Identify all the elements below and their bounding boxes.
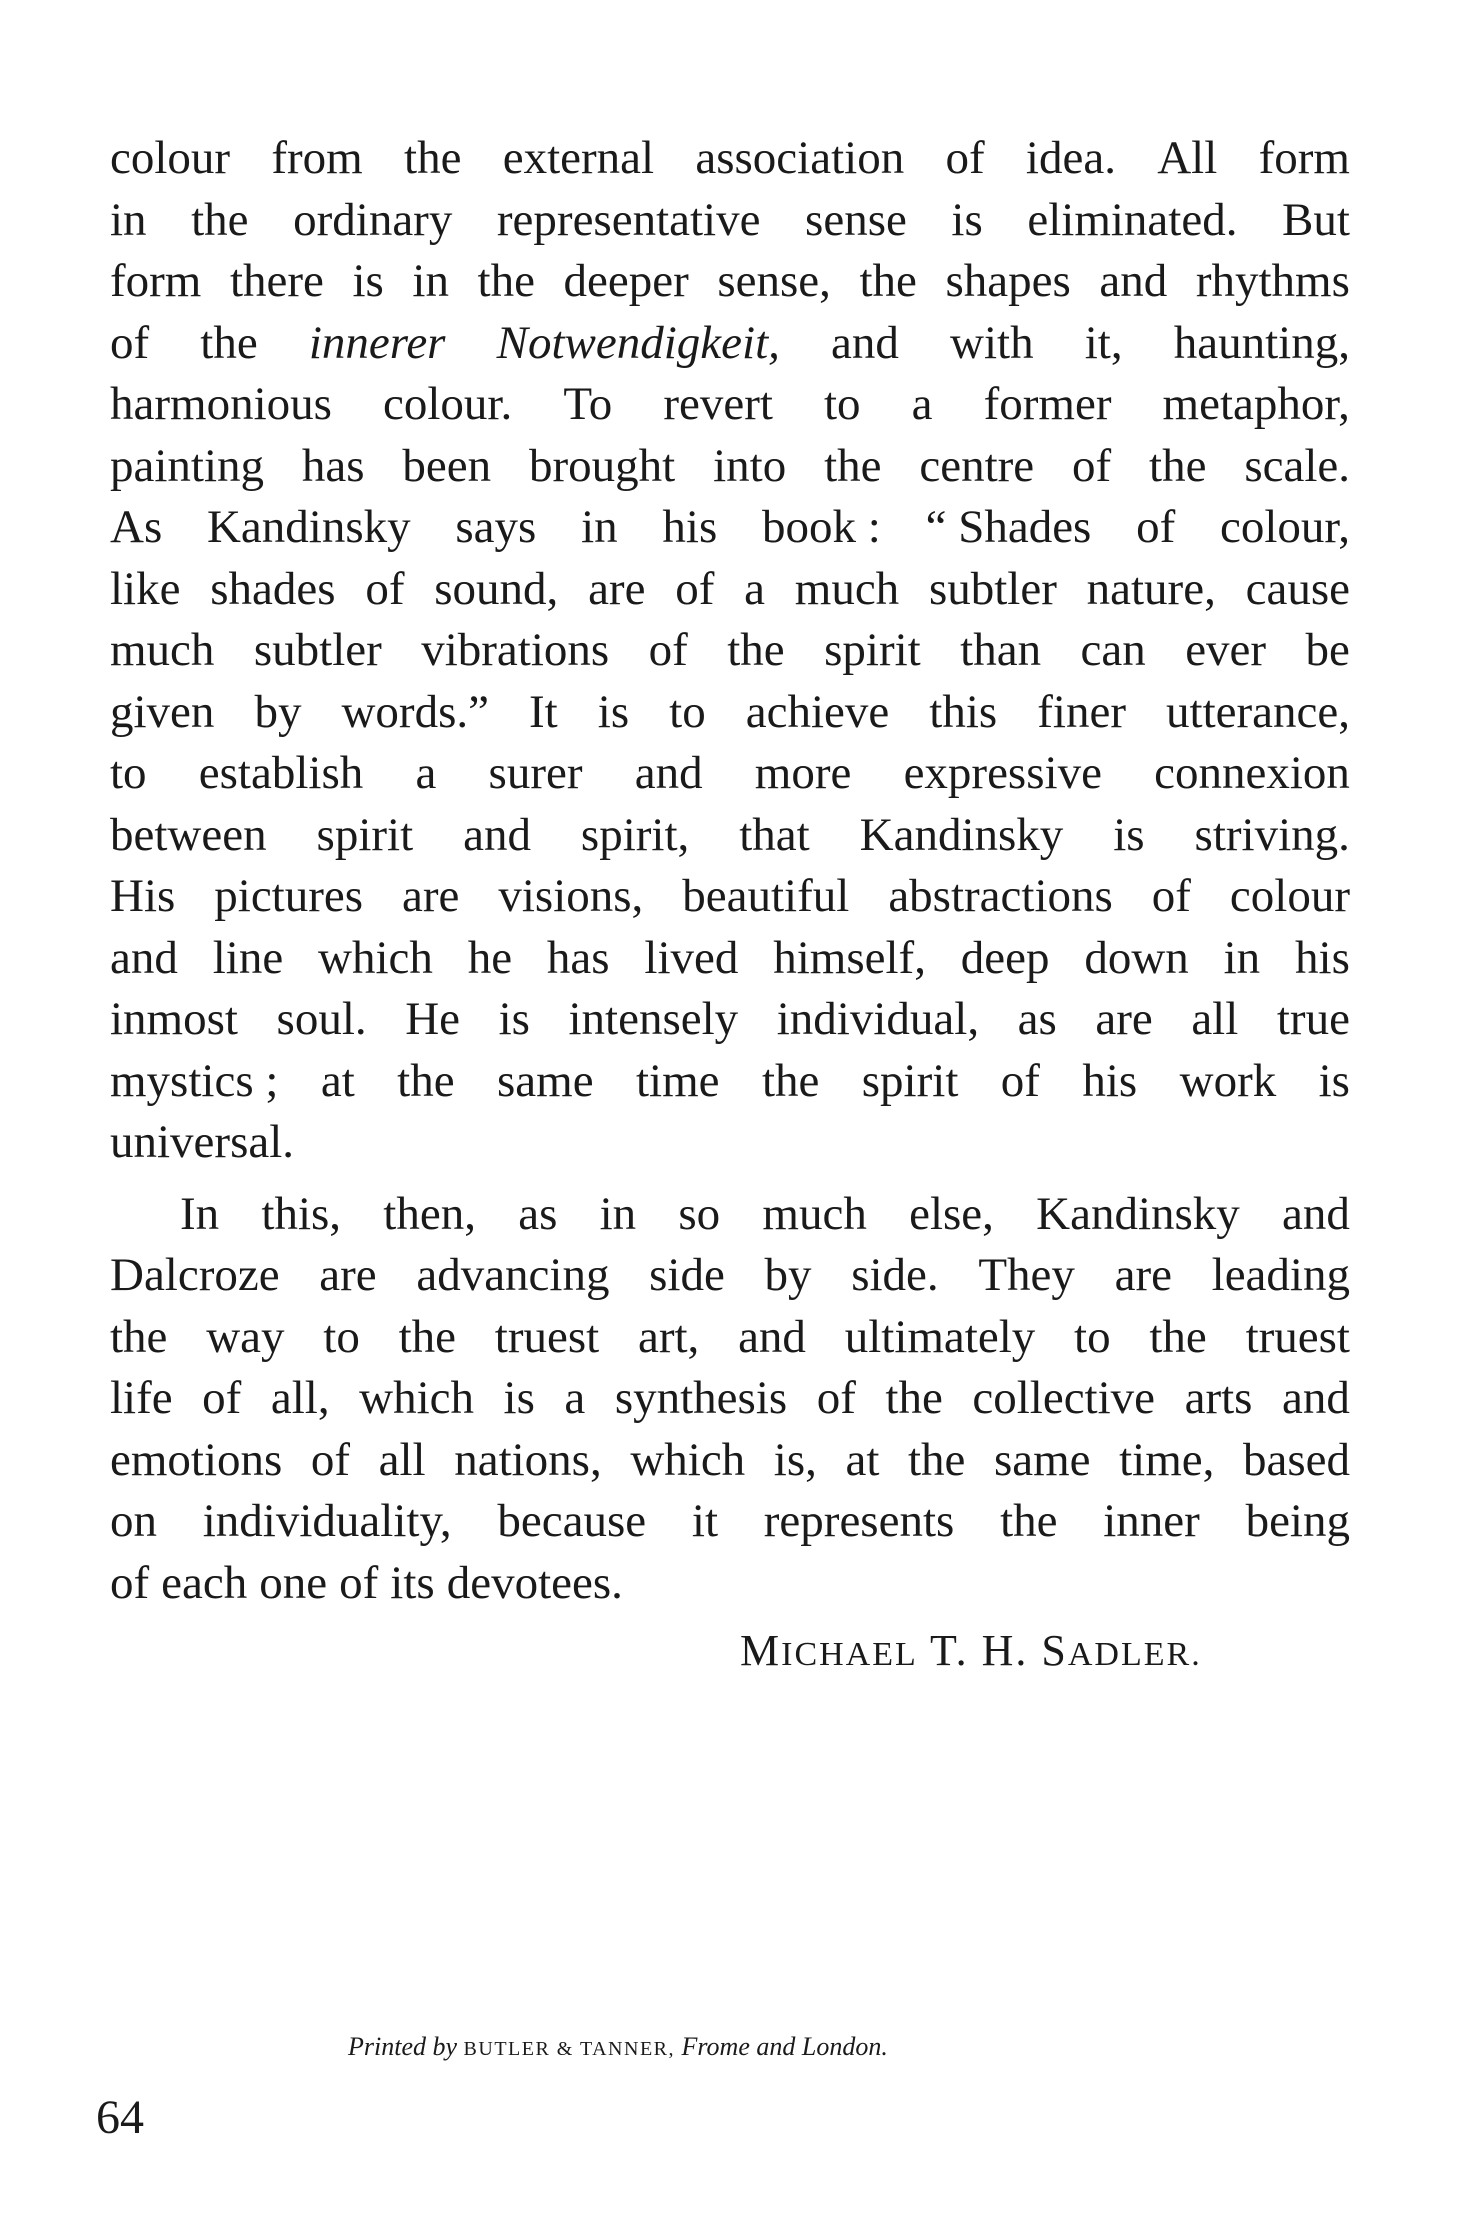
word: be	[1305, 624, 1350, 676]
word: striving.	[1194, 808, 1350, 861]
word: from	[271, 132, 363, 184]
word: is	[597, 685, 630, 738]
word: sound,	[434, 562, 559, 615]
word: of	[1151, 870, 1191, 922]
word: on	[110, 1495, 157, 1547]
word: pictures	[214, 870, 364, 922]
word: all	[1191, 993, 1239, 1045]
word: himself,	[773, 931, 926, 984]
word: soul.	[276, 993, 367, 1045]
word: has	[301, 439, 365, 492]
word: same	[497, 1054, 594, 1107]
word: of	[816, 1372, 856, 1424]
signature-middle-initials: T. H.	[930, 1626, 1029, 1675]
word: He	[405, 993, 461, 1045]
word: of	[1072, 439, 1112, 492]
word: and	[110, 931, 178, 984]
word: it,	[1084, 316, 1123, 369]
word: achieve	[745, 685, 890, 738]
word: Kandinsky	[859, 808, 1064, 861]
word: at	[320, 1054, 355, 1107]
word: same	[993, 1433, 1091, 1486]
word: words.”	[341, 685, 489, 738]
word: is	[503, 1372, 535, 1424]
word: scale.	[1244, 439, 1350, 492]
text-line-10	[110, 682, 1350, 744]
word: colour.	[383, 378, 513, 430]
word: his	[1295, 931, 1350, 984]
word: is	[951, 193, 983, 246]
text-line-2	[110, 190, 1350, 252]
word: spirit,	[580, 808, 690, 861]
word: connexion	[1154, 747, 1350, 799]
word: a	[564, 1372, 586, 1424]
word: association	[695, 132, 905, 184]
word: than	[960, 624, 1042, 676]
word: been	[402, 439, 492, 492]
word: like	[110, 562, 181, 615]
word: form	[110, 255, 202, 307]
word: Notwendigkeit,	[496, 316, 780, 369]
signature-surname-initial: S	[1041, 1626, 1068, 1675]
word: of	[648, 624, 688, 676]
word: is,	[773, 1433, 817, 1486]
word: is	[1113, 808, 1145, 861]
word: the	[824, 439, 882, 492]
word: the	[761, 1054, 820, 1107]
word: much	[110, 624, 215, 676]
word: the	[200, 316, 258, 369]
word: which	[318, 931, 433, 984]
text-line-6	[110, 436, 1350, 498]
word: in	[1223, 931, 1261, 984]
word: to	[669, 685, 706, 738]
word: his	[1082, 1054, 1138, 1107]
word: emotions	[110, 1433, 283, 1486]
word: can	[1080, 624, 1146, 676]
word: is	[1318, 1054, 1350, 1107]
word: rhythms	[1195, 255, 1350, 307]
word: nations,	[454, 1433, 602, 1486]
word: time	[635, 1054, 720, 1107]
word: being	[1245, 1495, 1350, 1547]
word: of	[675, 562, 715, 615]
word: visions,	[498, 870, 644, 922]
page-number: 64	[96, 2091, 144, 2144]
word: and	[738, 1310, 806, 1363]
word: the	[404, 132, 462, 184]
word: way	[206, 1310, 285, 1363]
word: All	[1157, 132, 1218, 184]
word: universal.	[110, 1116, 295, 1168]
imprint-printer: BUTLER & TANNER,	[463, 2038, 676, 2060]
word: this,	[261, 1187, 342, 1240]
printer-imprint	[348, 2032, 888, 2062]
word: and	[1099, 255, 1168, 307]
word: its	[390, 1556, 435, 1609]
word: are	[319, 1249, 377, 1301]
word: the	[110, 1310, 168, 1363]
word: deeper	[563, 255, 689, 307]
word: at	[845, 1433, 880, 1486]
text-line-19	[110, 1245, 1350, 1307]
word: “ Shades	[925, 501, 1092, 553]
text-line-23	[110, 1491, 1350, 1553]
signature-surname: ADLER.	[1067, 1636, 1202, 1673]
text-line-20	[110, 1307, 1350, 1369]
text-line-14	[110, 928, 1350, 990]
word: They	[978, 1249, 1075, 1301]
word: cause	[1245, 562, 1350, 615]
word: which	[630, 1433, 746, 1486]
word: form	[1258, 132, 1350, 184]
word: side	[649, 1249, 725, 1301]
word: It	[529, 685, 558, 738]
word: the	[859, 255, 917, 307]
word: side.	[851, 1249, 939, 1301]
word: then,	[383, 1187, 476, 1240]
word: are	[402, 870, 460, 922]
word: of	[339, 1556, 379, 1609]
word: external	[502, 132, 655, 184]
word: harmonious	[110, 378, 332, 430]
word: nature,	[1086, 562, 1216, 615]
text-line-12	[110, 805, 1350, 867]
word: life	[110, 1372, 173, 1424]
word: Kandinsky	[206, 501, 411, 553]
word: between	[110, 808, 267, 861]
word: sense,	[717, 255, 831, 307]
word: of	[945, 132, 985, 184]
word: brought	[529, 439, 676, 492]
word: so	[678, 1187, 721, 1240]
word: the	[1000, 1495, 1058, 1547]
author-signature	[740, 1625, 1202, 1676]
word: art,	[637, 1310, 700, 1363]
word: spirit	[316, 808, 414, 861]
word: of	[110, 1556, 150, 1609]
word: his	[662, 501, 718, 553]
imprint-printed-by: Printed by	[348, 2032, 458, 2061]
word: to	[824, 378, 861, 430]
word: of	[202, 1372, 242, 1424]
word: a	[415, 747, 437, 799]
word: haunting,	[1173, 316, 1350, 369]
word: and	[831, 316, 899, 369]
word: expressive	[903, 747, 1102, 799]
word: ordinary	[293, 193, 453, 246]
word: mystics ;	[110, 1054, 279, 1107]
word: the	[907, 1433, 966, 1486]
word: all	[378, 1433, 426, 1486]
word: and	[463, 808, 531, 861]
word: into	[713, 439, 787, 492]
word: eliminated.	[1027, 193, 1238, 246]
word: shades	[210, 562, 336, 615]
word: that	[739, 808, 810, 861]
word: truest	[494, 1310, 600, 1363]
word: vibrations	[421, 624, 610, 676]
word: devotees.	[446, 1556, 623, 1609]
text-line-8	[110, 559, 1350, 621]
word: the	[1149, 439, 1207, 492]
word: lived	[644, 931, 739, 984]
word: truest	[1245, 1310, 1350, 1363]
word: colour	[110, 132, 231, 184]
word: former	[983, 378, 1112, 430]
word: as	[518, 1187, 558, 1240]
word: is	[352, 255, 384, 307]
word: shapes	[945, 255, 1071, 307]
word: establish	[198, 747, 364, 799]
word: one	[259, 1556, 328, 1609]
word: there	[229, 255, 324, 307]
word: But	[1282, 193, 1350, 246]
word: abstractions	[888, 870, 1113, 922]
text-line-4	[110, 313, 1350, 375]
text-line-22	[110, 1430, 1350, 1492]
word: to	[323, 1310, 360, 1363]
word: subtler	[253, 624, 382, 676]
word: because	[497, 1495, 647, 1547]
word: Dalcroze	[110, 1249, 280, 1301]
word: idea.	[1025, 132, 1116, 184]
word: a	[911, 378, 933, 430]
word: based	[1242, 1433, 1350, 1486]
text-line-24	[110, 1553, 1350, 1615]
word: book :	[762, 501, 881, 553]
word: As	[110, 501, 163, 553]
word: sense	[805, 193, 907, 246]
word: to	[110, 747, 147, 799]
word: in	[412, 255, 449, 307]
word: advancing	[416, 1249, 610, 1301]
word: much	[762, 1187, 867, 1240]
word: individual,	[776, 993, 980, 1045]
word: time,	[1119, 1433, 1215, 1486]
word: of	[110, 316, 150, 369]
signature-initial: M	[740, 1626, 782, 1675]
word: leading	[1211, 1249, 1350, 1301]
word: subtler	[928, 562, 1057, 615]
word: ever	[1185, 624, 1267, 676]
word: Kandinsky	[1036, 1187, 1240, 1240]
word: has	[546, 931, 610, 984]
word: and	[1282, 1187, 1350, 1240]
word: surer	[488, 747, 583, 799]
word: all,	[270, 1372, 330, 1424]
word: else,	[909, 1187, 994, 1240]
word: the	[1149, 1310, 1207, 1363]
word: representative	[496, 193, 761, 246]
word: work	[1179, 1054, 1277, 1107]
word: this	[929, 685, 998, 738]
word: to	[1074, 1310, 1111, 1363]
word: represents	[763, 1495, 955, 1547]
word: of	[310, 1433, 351, 1486]
word: utterance,	[1166, 685, 1350, 738]
word: inmost	[110, 993, 238, 1045]
word: a	[744, 562, 765, 615]
word: says	[455, 501, 537, 553]
text-line-21	[110, 1368, 1350, 1430]
text-line-16	[110, 1051, 1350, 1113]
word: individuality,	[202, 1495, 452, 1547]
word: in	[110, 193, 147, 246]
text-line-18	[110, 1184, 1350, 1246]
word: beautiful	[682, 870, 850, 922]
word: are	[1114, 1249, 1172, 1301]
text-line-13	[110, 866, 1350, 928]
text-line-7	[110, 497, 1350, 559]
word: centre	[919, 439, 1035, 492]
word: To	[563, 378, 613, 430]
word: in	[581, 501, 618, 553]
word: the	[885, 1372, 943, 1424]
word: by	[764, 1249, 812, 1301]
word: innerer	[308, 316, 446, 369]
word: down	[1084, 931, 1189, 984]
text-line-5	[110, 374, 1350, 436]
word: revert	[663, 378, 773, 430]
imprint-location: Frome and London.	[681, 2032, 888, 2061]
word: intensely	[568, 993, 739, 1045]
text-line-15	[110, 989, 1350, 1051]
word: and	[634, 747, 703, 799]
word: collective	[972, 1372, 1156, 1424]
word: by	[254, 685, 302, 738]
word: much	[794, 562, 900, 615]
word: true	[1276, 993, 1350, 1045]
signature-first-name: ICHAEL	[781, 1636, 918, 1673]
word: the	[191, 193, 249, 246]
word: with	[950, 316, 1034, 369]
word: line	[212, 931, 284, 984]
word: ultimately	[844, 1310, 1036, 1363]
word: colour	[1229, 870, 1350, 922]
word: painting	[110, 439, 265, 492]
word: deep	[960, 931, 1050, 984]
word: the	[397, 1054, 455, 1107]
word: of	[1000, 1054, 1040, 1107]
word: of	[1136, 501, 1176, 553]
word: metaphor,	[1162, 378, 1350, 430]
text-line-9	[110, 620, 1350, 682]
paragraph-break	[110, 1174, 1350, 1184]
word: of	[365, 562, 405, 615]
word: more	[754, 747, 852, 799]
word: which	[359, 1372, 474, 1424]
word: spirit	[824, 624, 921, 676]
word: each	[161, 1556, 248, 1609]
text-line-3	[110, 251, 1350, 313]
body-text	[110, 128, 1350, 1614]
word: the	[727, 624, 785, 676]
text-line-11	[110, 743, 1350, 805]
word: and	[1281, 1372, 1350, 1424]
word: synthesis	[614, 1372, 788, 1424]
word: is	[498, 993, 530, 1045]
word: spirit	[861, 1054, 959, 1107]
word: the	[398, 1310, 457, 1363]
word: colour,	[1220, 501, 1350, 553]
word: as	[1017, 993, 1057, 1045]
word: In	[180, 1187, 220, 1240]
word: His	[110, 870, 176, 922]
word: the	[477, 255, 535, 307]
word: in	[599, 1187, 637, 1240]
word: finer	[1037, 685, 1126, 738]
text-line-1	[110, 128, 1350, 190]
word: it	[691, 1495, 719, 1547]
word: he	[467, 931, 513, 984]
word: are	[588, 562, 646, 615]
word: arts	[1184, 1372, 1253, 1424]
text-line-17	[110, 1112, 1350, 1174]
word: are	[1095, 993, 1153, 1045]
word: inner	[1103, 1495, 1200, 1547]
word: given	[110, 685, 215, 738]
